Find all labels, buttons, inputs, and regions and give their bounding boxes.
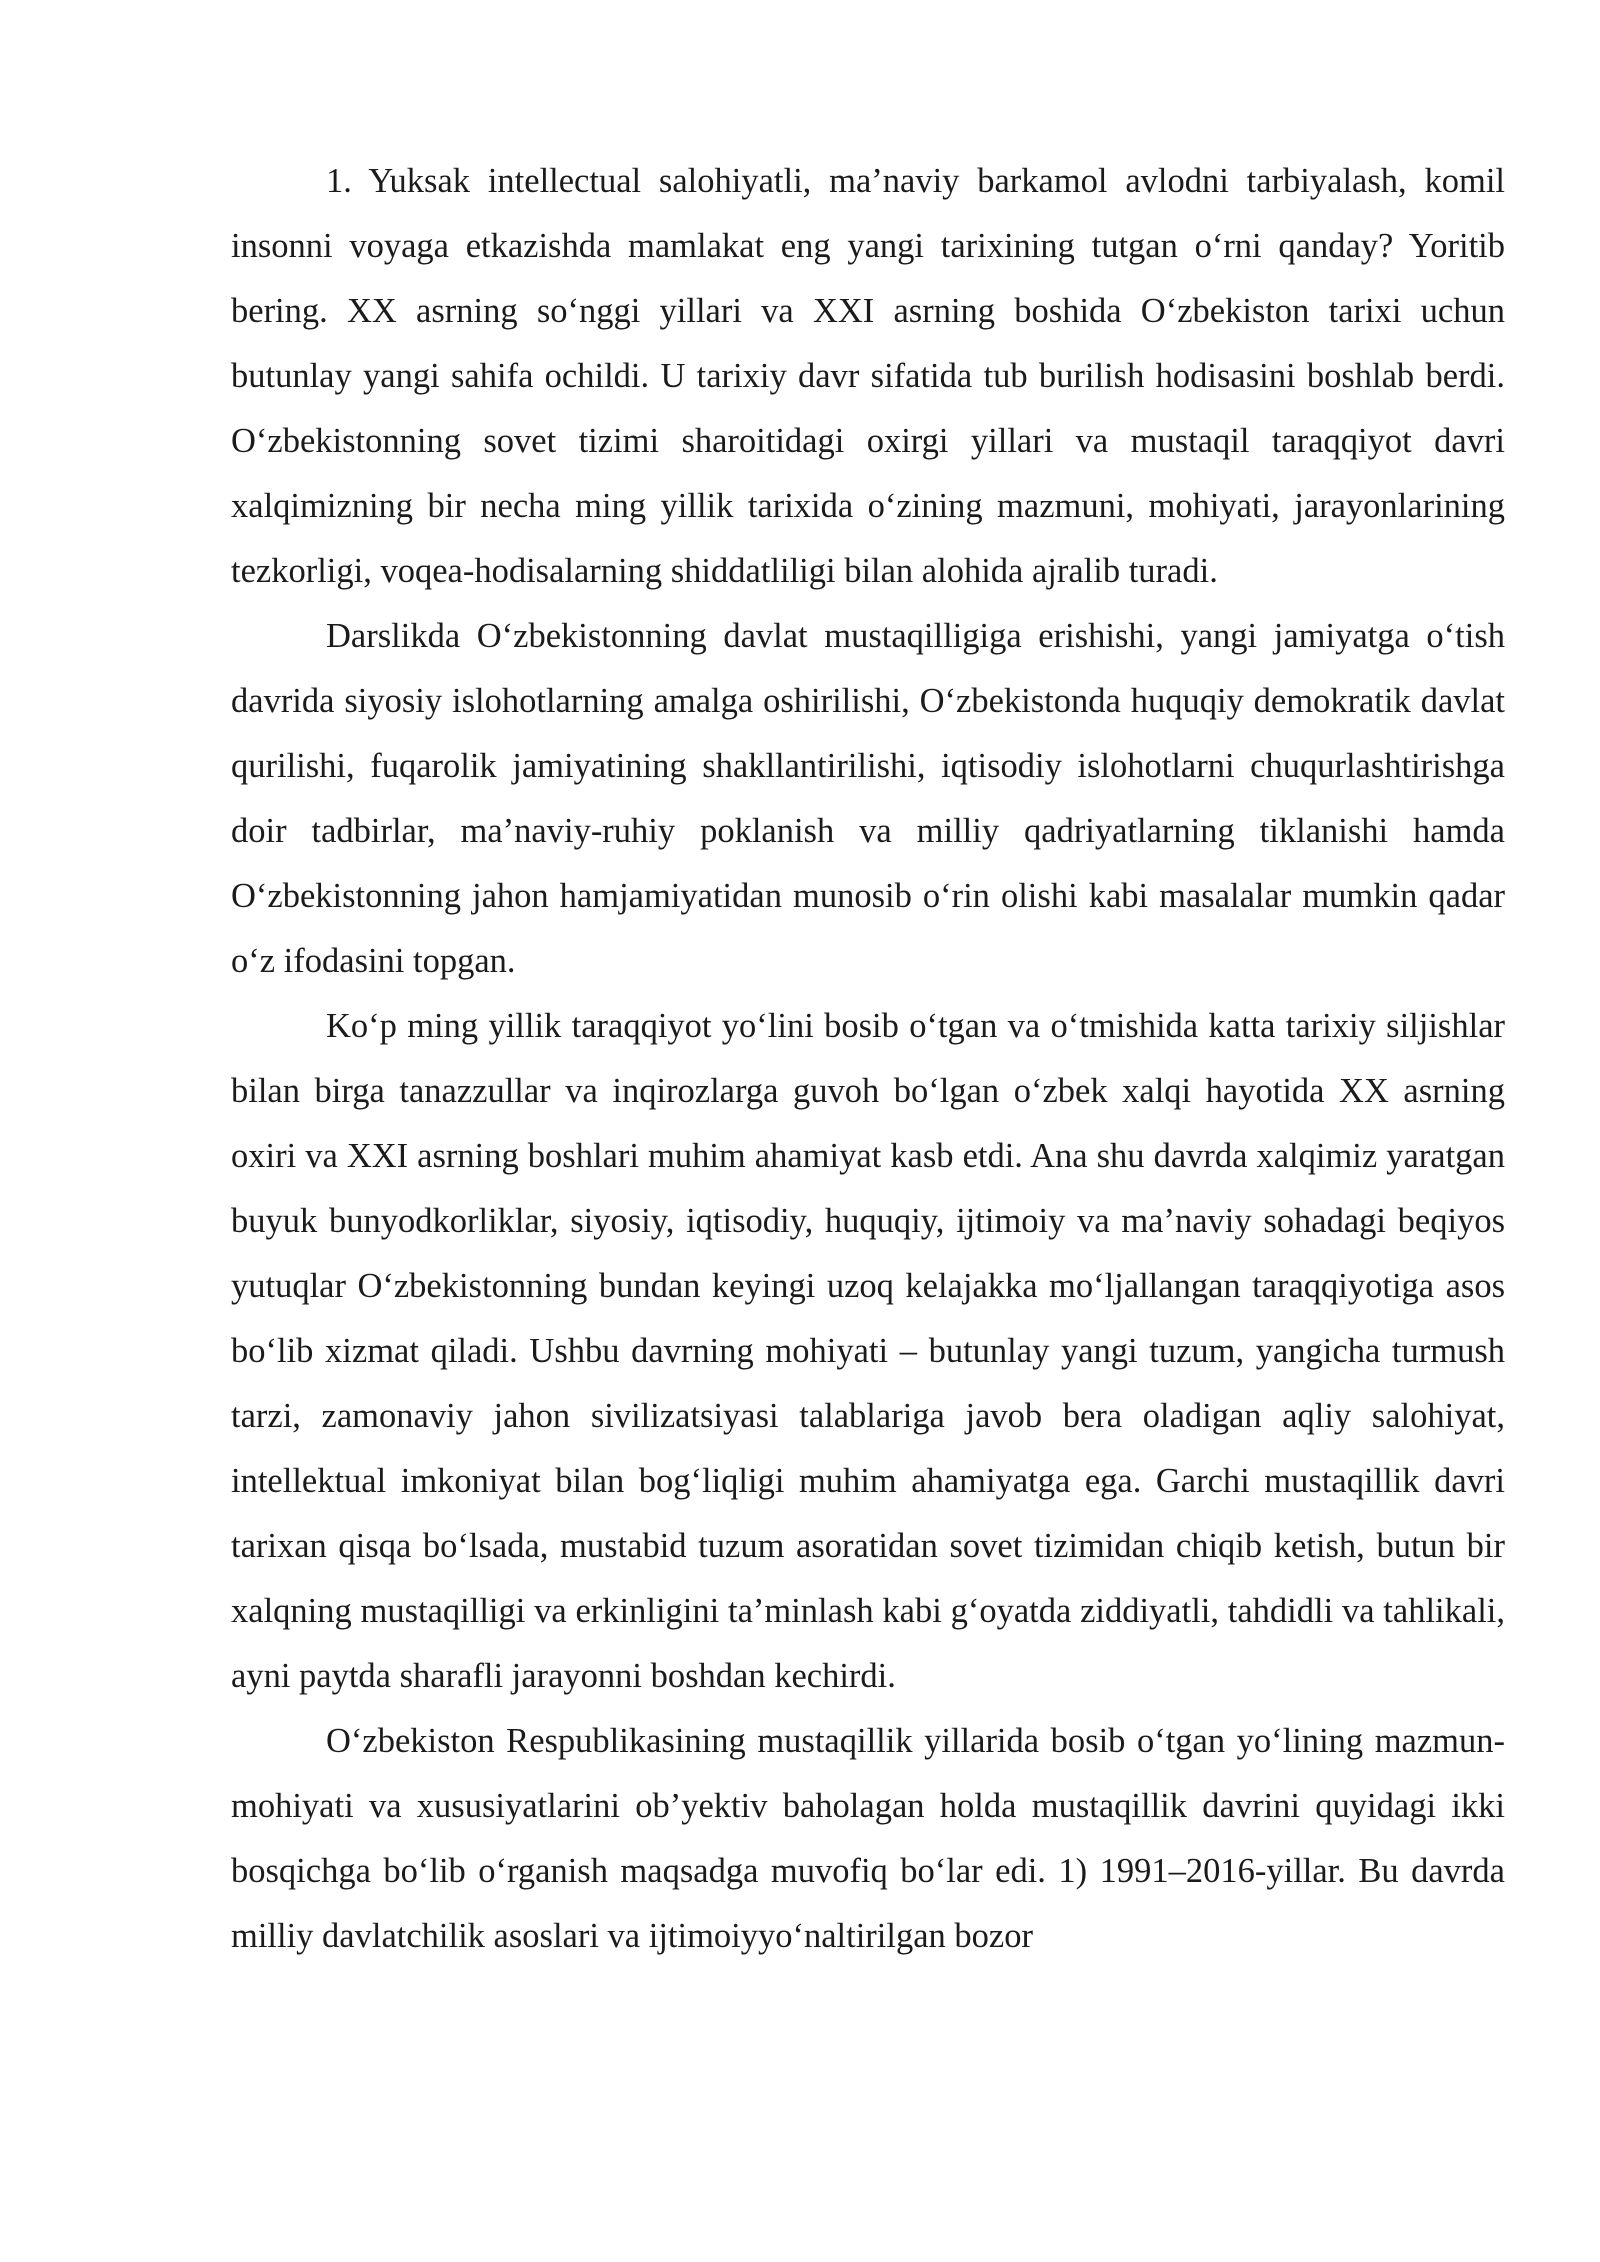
paragraph-4: O‘zbekiston Respublikasining mustaqillik yillarida bosib o‘tgan yo‘lining mazmun-mohiyati va xususiyatlarini ob’yektiv baholagan holda mustaqillik davrini quyidagi ikki bosqichga bo‘lib o‘rganish maqsadga muvofiq bo‘lar edi. 1) 1991–2016-yillar. Bu davrda milliy davlatchilik asoslari va ijtimoiyyo‘naltirilgan bozor (231, 1722, 1505, 1955)
paragraph-2: Darslikda O‘zbekistonning davlat mustaqilligiga erishishi, yangi jamiyatga o‘tish davrida siyosiy islohotlarning amalga oshirilishi, O‘zbekistonda huquqiy demokratik davlat qurilishi, fuqarolik jamiyatining shakllantirilishi, iqtisodiy islohotlarni chuqurlashtirishga doir tadbirlar, ma’naviy-ruhiy poklanish va milliy qadriyatlarning tiklanishi hamda O‘zbekistonning jahon hamjamiyatidan munosib o‘rin olishi kabi masalalar mumkin qadar o‘z ifodasini topgan. (231, 617, 1505, 980)
paragraph-1: 1. Yuksak intellectual salohiyatli, ma’naviy barkamol avlodni tarbiyalash, komil insonni voyaga etkazishda mamlakat eng yangi tarixining tutgan o‘rni qanday? Yoritib bering. XX asrning so‘nggi yillari va XXI asrning boshida O‘zbekiston tarixi uchun butunlay yangi sahifa ochildi. U tarixiy davr sifatida tub burilish hodisasini boshlab berdi. O‘zbekistonning sovet tizimi sharoitidagi oxirgi yillari va mustaqil taraqqiyot davri xalqimizning bir necha ming yillik tarixida o‘zining mazmuni, mohiyati, jarayonlarining tezkorligi, voqea-hodisalarning shiddatliligi bilan alohida ajralib turadi. (231, 162, 1505, 590)
paragraph-3: Ko‘p ming yillik taraqqiyot yo‘lini bosib o‘tgan va o‘tmishida katta tarixiy siljishlar bilan birga tanazzullar va inqirozlarga guvoh bo‘lgan o‘zbek xalqi hayotida XX asrning oxiri va XXI asrning boshlari muhim ahamiyat kasb etdi. Ana shu davrda xalqimiz yaratgan buyuk bunyodkorliklar, siyosiy, iqtisodiy, huquqiy, ijtimoiy va ma’naviy sohadagi beqiyos yutuqlar O‘zbekistonning bundan keyingi uzoq kelajakka mo‘ljallangan taraqqiyotiga asos bo‘lib xizmat qiladi. Ushbu davrning mohiyati – butunlay yangi tuzum, yangicha turmush tarzi, zamonaviy jahon sivilizatsiyasi talablariga javob bera oladigan aqliy salohiyat, intellektual imkoniyat bilan bog‘liqligi muhim ahamiyatga ega. Garchi mustaqillik davri tarixan qisqa bo‘lsada, mustabid tuzum asoratidan sovet tizimidan chiqib ketish, butun bir xalqning mustaqilligi va erkinligini ta’minlash kabi g‘oyatda ziddiyatli, tahdidli va tahlikali, ayni paytda sharafli jarayonni boshdan kechirdi. (231, 1007, 1505, 1695)
